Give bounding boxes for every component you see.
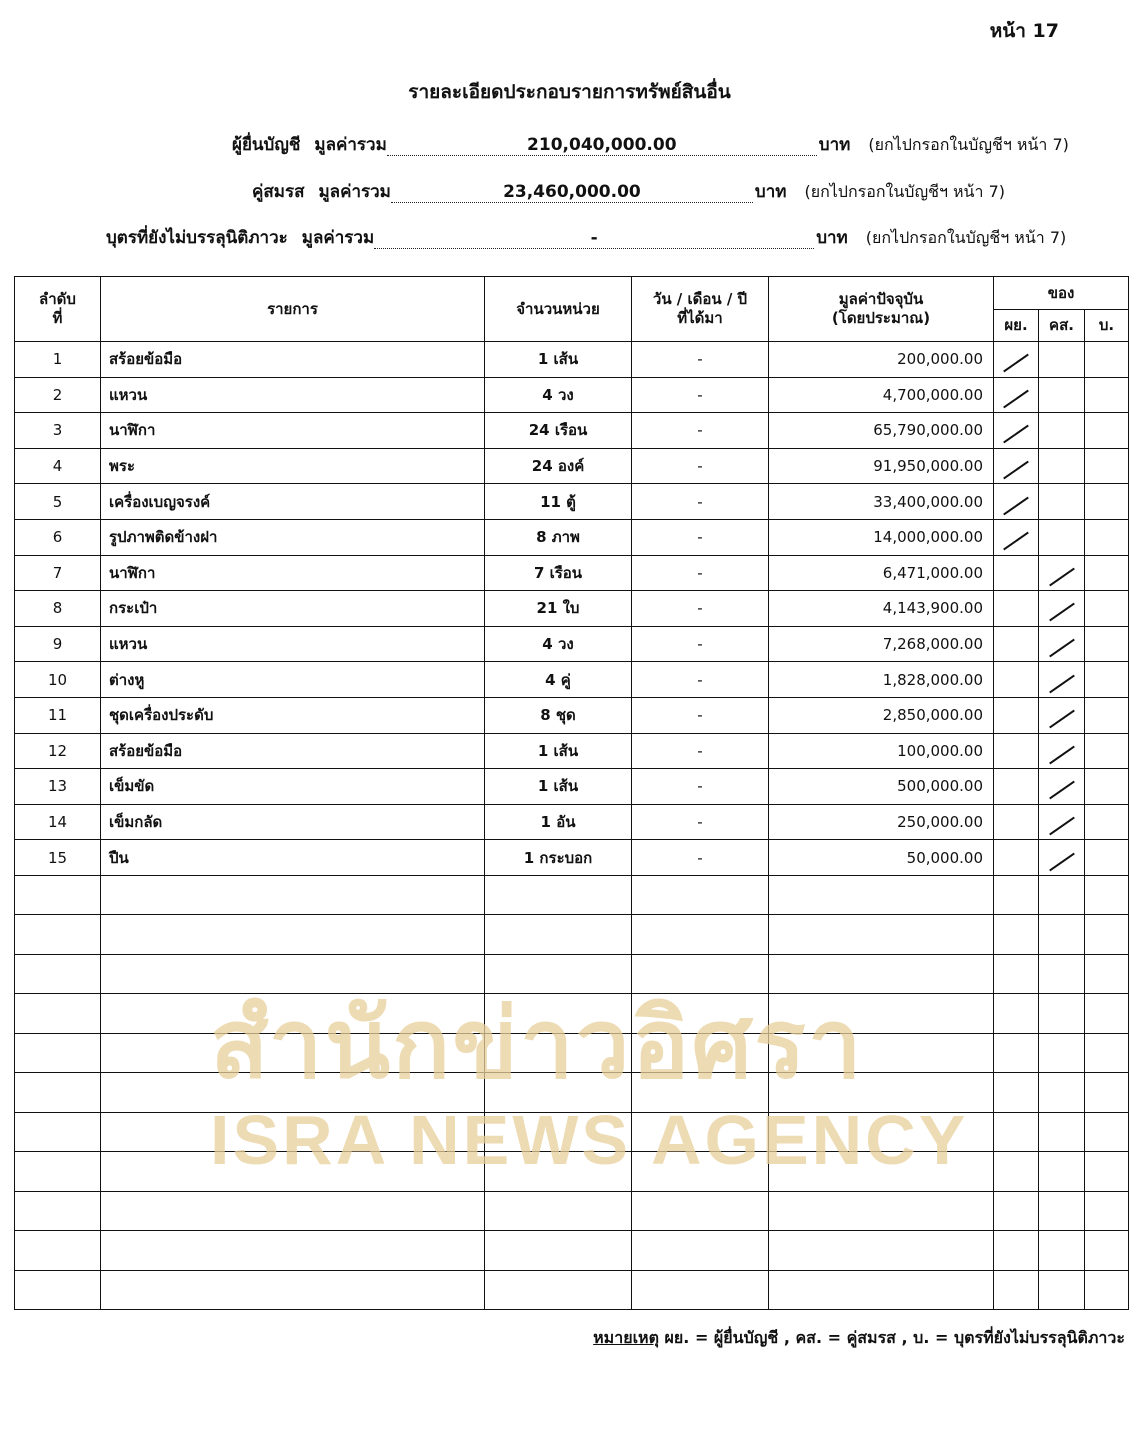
empty-table-row: [15, 1033, 1129, 1073]
row-quantity: 1 เส้น: [485, 733, 632, 769]
empty-cell: [15, 1073, 101, 1113]
owner-declarant-cell: [994, 804, 1039, 840]
row-value: 4,700,000.00: [769, 377, 994, 413]
row-item: พระ: [101, 448, 485, 484]
check-mark-icon: [1049, 567, 1075, 586]
row-item: รูปภาพติดข้างฝา: [101, 519, 485, 555]
empty-cell: [769, 915, 994, 955]
row-value: 2,850,000.00: [769, 697, 994, 733]
row-quantity: 7 เรือน: [485, 555, 632, 591]
check-mark-icon: [1049, 603, 1075, 622]
row-quantity: 4 คู่: [485, 662, 632, 698]
empty-cell: [1085, 1231, 1129, 1271]
empty-cell: [1039, 1191, 1085, 1231]
row-number: 8: [15, 591, 101, 627]
row-value: 100,000.00: [769, 733, 994, 769]
row-date-acquired: -: [632, 413, 769, 449]
empty-cell: [15, 1231, 101, 1271]
empty-cell: [994, 1231, 1039, 1271]
owner-declarant-cell: [994, 662, 1039, 698]
empty-table-row: [15, 994, 1129, 1034]
owner-child-cell: [1085, 555, 1129, 591]
table-row: [15, 342, 1129, 378]
summary-unit: บาท: [816, 228, 848, 248]
empty-cell: [632, 875, 769, 915]
summary-value: 23,460,000.00: [391, 182, 753, 203]
watermark-thai: สำนักข่าวอิศรา: [210, 991, 864, 1098]
row-date-acquired: -: [632, 484, 769, 520]
empty-cell: [994, 1152, 1039, 1192]
summary-value-label: มูลค่ารวม: [318, 182, 391, 202]
row-date-acquired: -: [632, 448, 769, 484]
owner-child-cell: [1085, 697, 1129, 733]
empty-cell: [101, 1033, 485, 1073]
owner-child-cell: [1085, 840, 1129, 876]
owner-declarant-cell: [994, 697, 1039, 733]
row-date-acquired: -: [632, 591, 769, 627]
row-date-acquired: -: [632, 804, 769, 840]
row-item: เข็มกลัด: [101, 804, 485, 840]
empty-cell: [994, 1073, 1039, 1113]
header-item: รายการ: [101, 277, 485, 342]
owner-spouse-cell: [1039, 662, 1085, 698]
row-quantity: 1 กระบอก: [485, 840, 632, 876]
empty-table-row: [15, 1112, 1129, 1152]
row-date-acquired: -: [632, 377, 769, 413]
empty-cell: [632, 915, 769, 955]
empty-cell: [101, 994, 485, 1034]
owner-spouse-cell: [1039, 413, 1085, 449]
owner-child-cell: [1085, 591, 1129, 627]
owner-declarant-cell: [994, 840, 1039, 876]
summary-value: 210,040,000.00: [387, 135, 817, 156]
owner-spouse-cell: [1039, 342, 1085, 378]
check-mark-icon: [1049, 852, 1075, 871]
owner-spouse-cell: [1039, 377, 1085, 413]
owner-child-cell: [1085, 733, 1129, 769]
summary-carry-note: (ยกไปกรอกในบัญชีฯ หน้า 7): [865, 228, 1067, 247]
header-date: วัน / เดือน / ปี ที่ได้มา: [632, 277, 769, 342]
summary-value-label: มูลค่ารวม: [314, 135, 387, 155]
owner-spouse-cell: [1039, 733, 1085, 769]
owner-spouse-cell: [1039, 484, 1085, 520]
row-quantity: 24 เรือน: [485, 413, 632, 449]
empty-cell: [101, 1231, 485, 1271]
table-row: [15, 555, 1129, 591]
empty-cell: [632, 1270, 769, 1310]
empty-cell: [632, 1191, 769, 1231]
row-quantity: 8 ภาพ: [485, 519, 632, 555]
row-value: 4,143,900.00: [769, 591, 994, 627]
empty-cell: [994, 875, 1039, 915]
check-mark-icon: [1049, 781, 1075, 800]
empty-cell: [101, 1073, 485, 1113]
row-item: แหวน: [101, 626, 485, 662]
document-title: รายละเอียดประกอบรายการทรัพย์สินอื่น: [408, 81, 731, 103]
row-date-acquired: -: [632, 733, 769, 769]
summary-value: -: [374, 228, 814, 249]
owner-spouse-cell: [1039, 769, 1085, 805]
table-row: [15, 769, 1129, 805]
empty-cell: [632, 1073, 769, 1113]
asset-table-body: [15, 342, 1129, 1310]
empty-cell: [101, 1191, 485, 1231]
empty-cell: [15, 1112, 101, 1152]
empty-cell: [1039, 1231, 1085, 1271]
summary-label: ผู้ยื่นบัญชี: [232, 135, 301, 155]
empty-cell: [1085, 915, 1129, 955]
owner-declarant-cell: [994, 626, 1039, 662]
empty-cell: [101, 915, 485, 955]
empty-cell: [1039, 1270, 1085, 1310]
owner-spouse-cell: [1039, 591, 1085, 627]
owner-declarant-cell: [994, 519, 1039, 555]
empty-cell: [101, 1112, 485, 1152]
summary-unit: บาท: [754, 182, 787, 202]
check-mark-icon: [1003, 425, 1029, 444]
empty-cell: [15, 1152, 101, 1192]
owner-declarant-cell: [994, 555, 1039, 591]
row-number: 6: [15, 519, 101, 555]
empty-cell: [485, 1270, 632, 1310]
header-value: มูลค่าปัจจุบัน (โดยประมาณ): [769, 277, 994, 342]
row-number: 13: [15, 769, 101, 805]
empty-cell: [632, 1112, 769, 1152]
check-mark-icon: [1003, 389, 1029, 408]
watermark-english: ISRA NEWS AGENCY: [210, 1101, 969, 1179]
empty-table-row: [15, 1270, 1129, 1310]
check-mark-icon: [1049, 674, 1075, 693]
check-mark-icon: [1049, 745, 1075, 764]
empty-cell: [485, 954, 632, 994]
summary-spouse: [252, 178, 1005, 205]
empty-cell: [101, 1270, 485, 1310]
row-number: 15: [15, 840, 101, 876]
owner-child-cell: [1085, 342, 1129, 378]
empty-cell: [769, 875, 994, 915]
row-value: 7,268,000.00: [769, 626, 994, 662]
owner-declarant-cell: [994, 484, 1039, 520]
summary-value-label: มูลค่ารวม: [301, 228, 375, 248]
empty-table-row: [15, 1073, 1129, 1113]
check-mark-icon: [1003, 532, 1029, 551]
row-date-acquired: -: [632, 697, 769, 733]
row-item: เครื่องเบญจรงค์: [101, 484, 485, 520]
empty-cell: [485, 875, 632, 915]
table-row: [15, 484, 1129, 520]
empty-cell: [1085, 1112, 1129, 1152]
empty-cell: [632, 1033, 769, 1073]
empty-cell: [769, 1231, 994, 1271]
empty-cell: [994, 1112, 1039, 1152]
owner-spouse-cell: [1039, 804, 1085, 840]
empty-cell: [101, 954, 485, 994]
row-value: 250,000.00: [769, 804, 994, 840]
row-quantity: 11 ตู้: [485, 484, 632, 520]
footnote-label: หมายเหตุ: [593, 1328, 659, 1347]
summary-child: [106, 224, 1066, 251]
empty-cell: [15, 915, 101, 955]
owner-declarant-cell: [994, 413, 1039, 449]
empty-cell: [15, 875, 101, 915]
table-row: [15, 591, 1129, 627]
owner-child-cell: [1085, 484, 1129, 520]
owner-spouse-cell: [1039, 626, 1085, 662]
empty-cell: [15, 1033, 101, 1073]
row-date-acquired: -: [632, 342, 769, 378]
empty-cell: [101, 1152, 485, 1192]
empty-cell: [1039, 1152, 1085, 1192]
empty-table-row: [15, 1231, 1129, 1271]
empty-cell: [485, 994, 632, 1034]
owner-declarant-cell: [994, 448, 1039, 484]
row-number: 4: [15, 448, 101, 484]
empty-cell: [15, 1191, 101, 1231]
row-item: ต่างหู: [101, 662, 485, 698]
row-item: เข็มขัด: [101, 769, 485, 805]
row-number: 7: [15, 555, 101, 591]
empty-cell: [485, 1231, 632, 1271]
asset-table: [14, 276, 1129, 1310]
empty-cell: [1085, 1073, 1129, 1113]
summary-unit: บาท: [818, 135, 851, 155]
empty-cell: [769, 994, 994, 1034]
owner-declarant-cell: [994, 769, 1039, 805]
owner-declarant-cell: [994, 342, 1039, 378]
empty-table-row: [15, 875, 1129, 915]
row-number: 9: [15, 626, 101, 662]
row-number: 1: [15, 342, 101, 378]
empty-cell: [1039, 1073, 1085, 1113]
empty-cell: [632, 1152, 769, 1192]
owner-declarant-cell: [994, 377, 1039, 413]
row-number: 10: [15, 662, 101, 698]
row-value: 33,400,000.00: [769, 484, 994, 520]
header-owner: ของ: [994, 277, 1129, 310]
owner-spouse-cell: [1039, 519, 1085, 555]
header-owner-declarant: ผย.: [994, 310, 1039, 342]
empty-table-row: [15, 915, 1129, 955]
empty-cell: [101, 875, 485, 915]
row-quantity: 1 เส้น: [485, 342, 632, 378]
row-number: 3: [15, 413, 101, 449]
empty-cell: [1039, 994, 1085, 1034]
empty-cell: [994, 1191, 1039, 1231]
table-row: [15, 519, 1129, 555]
owner-declarant-cell: [994, 733, 1039, 769]
empty-cell: [994, 954, 1039, 994]
empty-cell: [1085, 954, 1129, 994]
table-row: [15, 448, 1129, 484]
owner-child-cell: [1085, 804, 1129, 840]
owner-child-cell: [1085, 413, 1129, 449]
empty-cell: [1085, 1152, 1129, 1192]
empty-cell: [769, 1073, 994, 1113]
row-number: 14: [15, 804, 101, 840]
table-row: [15, 413, 1129, 449]
row-number: 5: [15, 484, 101, 520]
row-item: สร้อยข้อมือ: [101, 733, 485, 769]
header-owner-spouse: คส.: [1039, 310, 1085, 342]
empty-cell: [632, 994, 769, 1034]
empty-cell: [485, 1152, 632, 1192]
empty-cell: [485, 1033, 632, 1073]
page-number: หน้า 17: [989, 20, 1059, 42]
row-value: 200,000.00: [769, 342, 994, 378]
row-quantity: 1 เส้น: [485, 769, 632, 805]
row-quantity: 8 ชุด: [485, 697, 632, 733]
owner-spouse-cell: [1039, 840, 1085, 876]
check-mark-icon: [1003, 354, 1029, 373]
owner-child-cell: [1085, 448, 1129, 484]
header-qty: จำนวนหน่วย: [485, 277, 632, 342]
row-quantity: 24 องค์: [485, 448, 632, 484]
footnote-text: ผย. = ผู้ยื่นบัญชี , คส. = คู่สมรส , บ. = บุตรที่ยังไม่บรรลุนิติภาวะ: [658, 1328, 1125, 1347]
empty-cell: [769, 954, 994, 994]
owner-child-cell: [1085, 519, 1129, 555]
row-date-acquired: -: [632, 519, 769, 555]
empty-cell: [769, 1191, 994, 1231]
owner-child-cell: [1085, 662, 1129, 698]
check-mark-icon: [1003, 496, 1029, 515]
row-number: 2: [15, 377, 101, 413]
check-mark-icon: [1049, 639, 1075, 658]
summary-label: บุตรที่ยังไม่บรรลุนิติภาวะ: [106, 228, 288, 248]
row-value: 91,950,000.00: [769, 448, 994, 484]
summary-declarant: [232, 131, 1069, 158]
row-item: สร้อยข้อมือ: [101, 342, 485, 378]
empty-cell: [1039, 1112, 1085, 1152]
row-date-acquired: -: [632, 840, 769, 876]
empty-cell: [994, 994, 1039, 1034]
owner-child-cell: [1085, 377, 1129, 413]
owner-declarant-cell: [994, 591, 1039, 627]
empty-cell: [994, 1033, 1039, 1073]
footnote: [593, 1326, 1125, 1351]
empty-cell: [769, 1112, 994, 1152]
row-item: ชุดเครื่องประดับ: [101, 697, 485, 733]
check-mark-icon: [1049, 710, 1075, 729]
empty-cell: [15, 954, 101, 994]
row-item: ปืน: [101, 840, 485, 876]
owner-child-cell: [1085, 769, 1129, 805]
empty-cell: [1039, 954, 1085, 994]
row-item: แหวน: [101, 377, 485, 413]
empty-table-row: [15, 954, 1129, 994]
empty-table-row: [15, 1152, 1129, 1192]
row-quantity: 21 ใบ: [485, 591, 632, 627]
empty-cell: [1085, 1270, 1129, 1310]
header-no: ลำดับ ที่: [15, 277, 101, 342]
empty-cell: [485, 1112, 632, 1152]
row-quantity: 4 วง: [485, 377, 632, 413]
empty-cell: [15, 1270, 101, 1310]
row-item: นาฬิกา: [101, 413, 485, 449]
empty-cell: [632, 954, 769, 994]
row-value: 1,828,000.00: [769, 662, 994, 698]
summary-label: คู่สมรส: [252, 182, 305, 202]
empty-cell: [769, 1033, 994, 1073]
owner-child-cell: [1085, 626, 1129, 662]
empty-cell: [1039, 875, 1085, 915]
row-quantity: 4 วง: [485, 626, 632, 662]
header-owner-child: บ.: [1085, 310, 1129, 342]
row-date-acquired: -: [632, 626, 769, 662]
empty-cell: [769, 1270, 994, 1310]
row-number: 11: [15, 697, 101, 733]
row-value: 500,000.00: [769, 769, 994, 805]
table-row: [15, 733, 1129, 769]
table-row: [15, 377, 1129, 413]
empty-cell: [632, 1231, 769, 1271]
empty-cell: [485, 915, 632, 955]
empty-cell: [769, 1152, 994, 1192]
empty-cell: [1085, 1033, 1129, 1073]
empty-cell: [994, 1270, 1039, 1310]
empty-cell: [1039, 1033, 1085, 1073]
row-date-acquired: -: [632, 769, 769, 805]
empty-cell: [1085, 1191, 1129, 1231]
summary-carry-note: (ยกไปกรอกในบัญชีฯ หน้า 7): [868, 135, 1069, 154]
check-mark-icon: [1049, 817, 1075, 836]
owner-spouse-cell: [1039, 555, 1085, 591]
empty-cell: [1085, 994, 1129, 1034]
row-item: นาฬิกา: [101, 555, 485, 591]
empty-table-row: [15, 1191, 1129, 1231]
empty-cell: [485, 1073, 632, 1113]
empty-cell: [1039, 915, 1085, 955]
empty-cell: [15, 994, 101, 1034]
row-number: 12: [15, 733, 101, 769]
row-value: 14,000,000.00: [769, 519, 994, 555]
empty-cell: [994, 915, 1039, 955]
row-value: 65,790,000.00: [769, 413, 994, 449]
empty-cell: [485, 1191, 632, 1231]
row-date-acquired: -: [632, 555, 769, 591]
row-value: 50,000.00: [769, 840, 994, 876]
table-row: [15, 804, 1129, 840]
check-mark-icon: [1003, 461, 1029, 480]
table-row: [15, 626, 1129, 662]
row-item: กระเป๋า: [101, 591, 485, 627]
row-quantity: 1 อัน: [485, 804, 632, 840]
summary-carry-note: (ยกไปกรอกในบัญชีฯ หน้า 7): [804, 182, 1005, 201]
row-value: 6,471,000.00: [769, 555, 994, 591]
owner-spouse-cell: [1039, 697, 1085, 733]
row-date-acquired: -: [632, 662, 769, 698]
empty-cell: [1085, 875, 1129, 915]
table-row: [15, 840, 1129, 876]
table-row: [15, 697, 1129, 733]
owner-spouse-cell: [1039, 448, 1085, 484]
table-row: [15, 662, 1129, 698]
